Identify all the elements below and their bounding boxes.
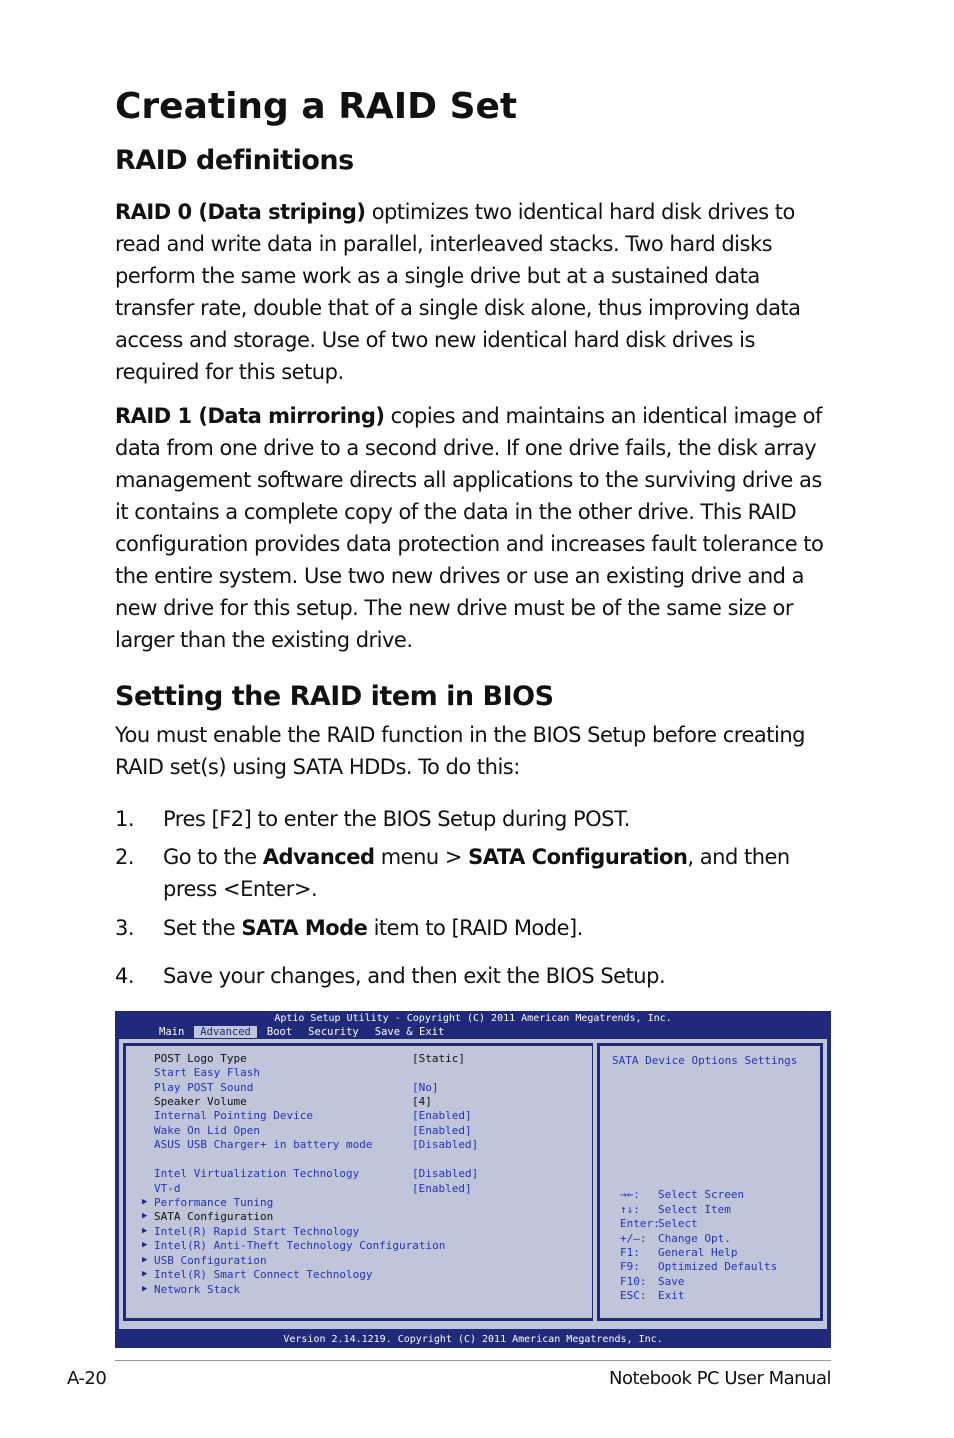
raid0-text: optimizes two identical hard disk drives to read and write data in parallel, interleaved stacks. Two hard disks perform the same work as a single drive but at a sustained data transfer rate, double that of a single disk alone, thus improving data access and storage. Use of two new identical hard disk drives is required for this setup. bbox=[115, 200, 801, 384]
step-number: 3. bbox=[115, 916, 135, 940]
bios-menu-bar bbox=[153, 1026, 454, 1038]
step-number: 2. bbox=[115, 845, 135, 869]
advanced-menu-term: Advanced bbox=[262, 845, 375, 869]
step-text: Go to the Advanced menu > SATA Configuration, and then press <Enter>. bbox=[163, 845, 790, 901]
step-number: 1. bbox=[115, 807, 135, 831]
arrow-keys-lr-icon: →←: bbox=[620, 1188, 640, 1201]
help-title: SATA Device Options Settings bbox=[612, 1054, 798, 1067]
manual-title: Notebook PC User Manual bbox=[608, 1368, 831, 1389]
submenu-arrow-icon: ▶ bbox=[142, 1269, 148, 1279]
bios-footer: Version 2.14.1219. Copyright (C) 2011 American Megatrends, Inc. bbox=[283, 1334, 663, 1345]
raid0-paragraph bbox=[115, 196, 835, 388]
submenu-arrow-icon: ▶ bbox=[142, 1284, 148, 1294]
raid1-text: copies and maintains an identical image of data from one drive to a second drive. If one drive fails, the disk array management software directs all applications to the surviving drive as it contains a complete copy of the data in the other drive. This RAID configuration provides data protection and increases fault tolerance to the entire system. Use two new drives or use an existing drive and a new drive for this setup. The new drive must be of the same size or larger than the existing drive. bbox=[115, 404, 824, 652]
setting-raid-intro: You must enable the RAID function in the BIOS Setup before creating RAID set(s) using SATA HDDs. To do this: bbox=[115, 723, 805, 779]
bios-menu-advanced[interactable]: Advanced bbox=[194, 1026, 257, 1038]
step-text: Pres [F2] to enter the BIOS Setup during POST. bbox=[163, 807, 630, 831]
bios-menu-security[interactable]: Security bbox=[308, 1026, 359, 1038]
bios-menu-main[interactable]: Main bbox=[159, 1026, 185, 1038]
submenu-arrow-icon: ▶ bbox=[142, 1240, 148, 1250]
bios-menu-save-exit[interactable]: Save & Exit bbox=[374, 1026, 445, 1038]
step-text: Save your changes, and then exit the BIOS Setup. bbox=[163, 964, 666, 988]
step-number: 4. bbox=[115, 964, 135, 988]
bios-settings-panel: POST Logo Type [Static] Start Easy Flash Play POST Sound [No] Speaker Volume [4] Internal Pointing Device [Enabled] Wake On Lid Open [Enabled] ASUS USB Charger+ in battery mode [Disabled] Intel Virtualization Technology [Disabled] VT-d [Enabled] ▶ Performance Tuning ▶ SATA Configuration ▶ Intel(R) Rapid Start Technology ▶ Intel(R) Anti-Theft Technology Configuration ▶ USB Configuration ▶ Intel(R) Smart Connect Technology ▶ Network Stack bbox=[123, 1043, 593, 1321]
submenu-arrow-icon: ▶ bbox=[142, 1226, 148, 1236]
submenu-arrow-icon: ▶ bbox=[142, 1255, 148, 1265]
setting-raid-heading: Setting the RAID item in BIOS bbox=[115, 681, 554, 712]
raid-definitions-heading: RAID definitions bbox=[115, 145, 354, 176]
step-text: Set the SATA Mode item to [RAID Mode]. bbox=[163, 916, 583, 940]
sata-mode-term: SATA Mode bbox=[241, 916, 368, 940]
sata-config-term: SATA Configuration bbox=[468, 845, 688, 869]
page-title: Creating a RAID Set bbox=[115, 86, 518, 127]
raid1-term: RAID 1 (Data mirroring) bbox=[115, 404, 385, 428]
bios-screenshot bbox=[115, 1011, 831, 1348]
bios-title: Aptio Setup Utility - Copyright (C) 2011 American Megatrends, Inc. bbox=[274, 1013, 672, 1024]
bios-help-panel: SATA Device Options Settings →←: Select Screen ↑↓: Select Item Enter: Select +/—: Change Opt. F1: General Help F9: Optimized Defaults F10: Save ESC: Exit bbox=[597, 1043, 823, 1321]
raid0-term: RAID 0 (Data striping) bbox=[115, 200, 366, 224]
page-number: A-20 bbox=[67, 1368, 107, 1389]
arrow-keys-ud-icon: ↑↓: bbox=[620, 1203, 640, 1216]
bios-menu-boot[interactable]: Boot bbox=[266, 1026, 293, 1038]
bios-main-area bbox=[119, 1039, 827, 1329]
footer-divider bbox=[115, 1360, 831, 1361]
submenu-arrow-icon: ▶ bbox=[142, 1197, 148, 1207]
raid1-paragraph bbox=[115, 400, 835, 656]
submenu-arrow-icon: ▶ bbox=[142, 1211, 148, 1221]
